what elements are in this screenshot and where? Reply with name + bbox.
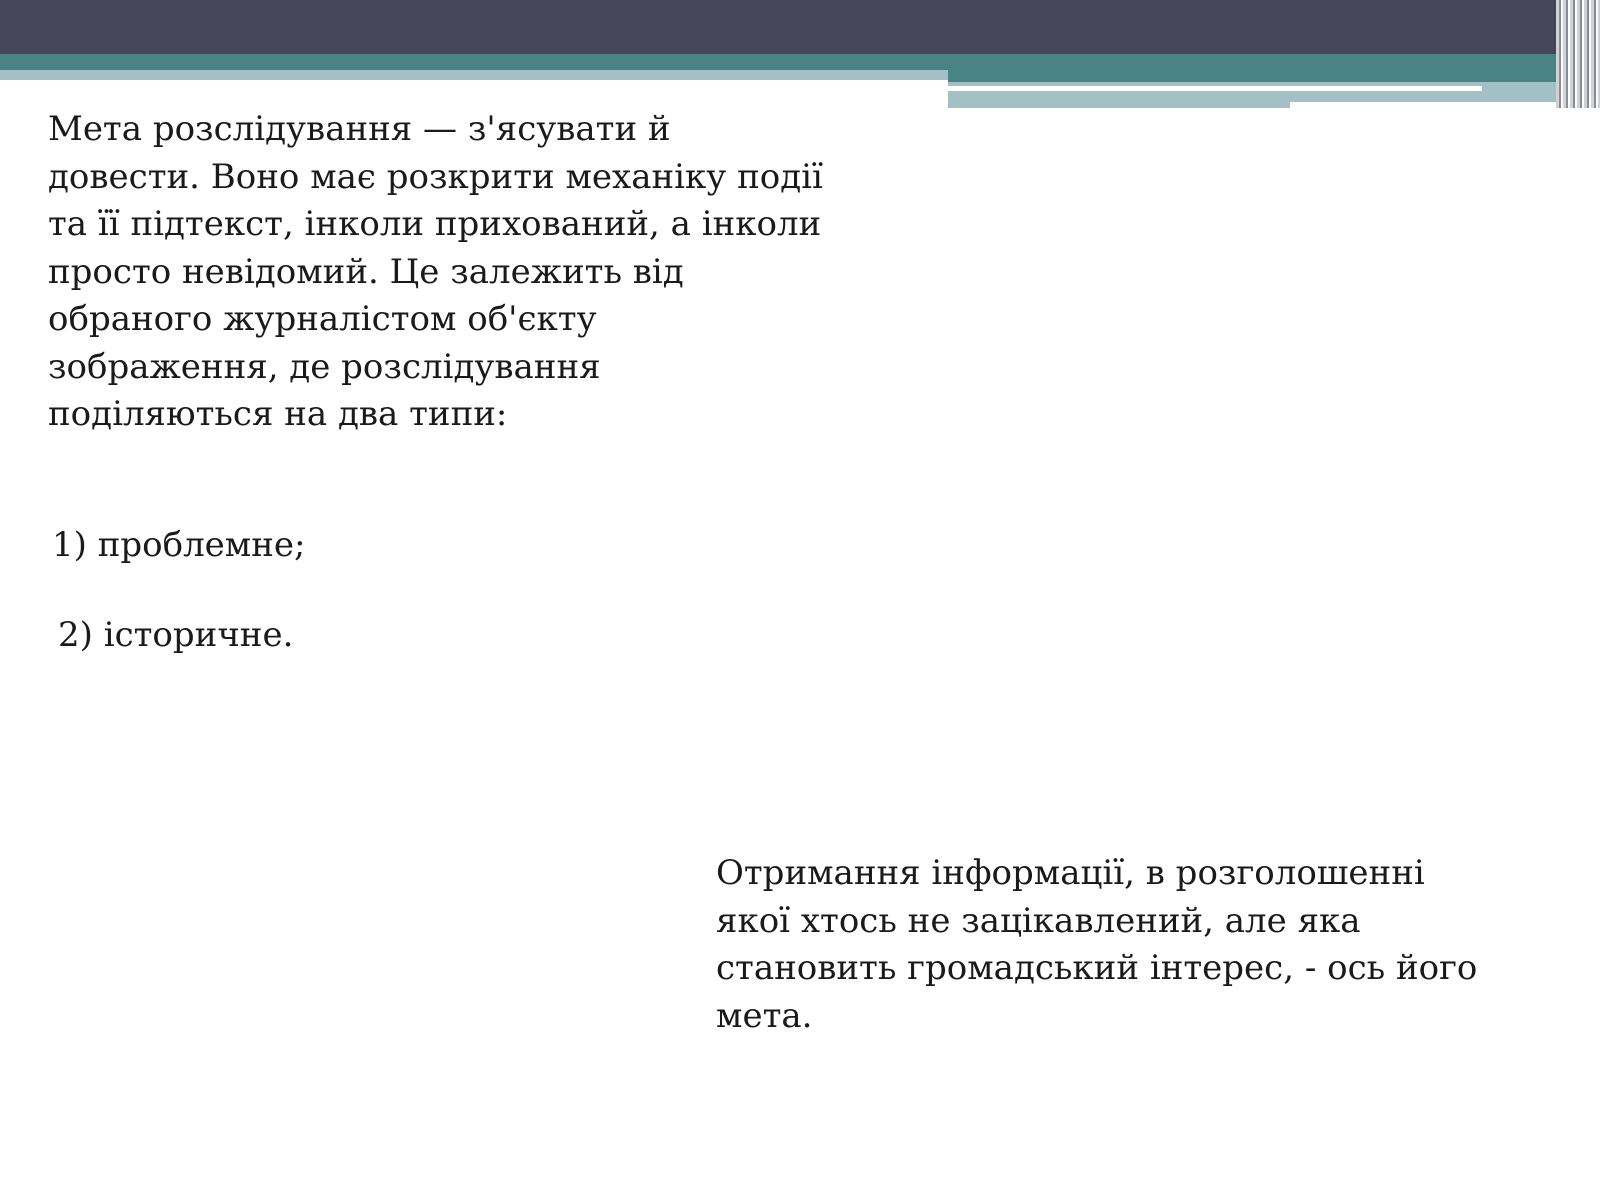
intro-paragraph: Мета розслідування — з'ясувати й довести. Воно має розкрити механіку події та її підтекст, інколи прихований, а інколи просто невідомий. Це залежить від обраного журналістом об'єкту зображення, де розслідування поділяються на два типи: xyxy=(48,109,823,434)
type-item-problem: 1) проблемне; xyxy=(52,525,306,565)
header-band-teal xyxy=(0,54,1600,70)
type-item-historical: 2) історичне. xyxy=(58,615,294,655)
header-band-light-left xyxy=(0,70,948,80)
header-band-teal-right xyxy=(948,70,1600,82)
header-white-line xyxy=(948,86,1482,91)
goal-paragraph: Отримання інформації, в розголошенні якої хтось не зацікавлений, але яка становить громадський інтерес, - ось його мета. xyxy=(716,853,1478,1036)
header-white-notch xyxy=(1290,102,1600,108)
header-band-dark xyxy=(0,0,1600,54)
header-stripes xyxy=(1556,0,1600,108)
